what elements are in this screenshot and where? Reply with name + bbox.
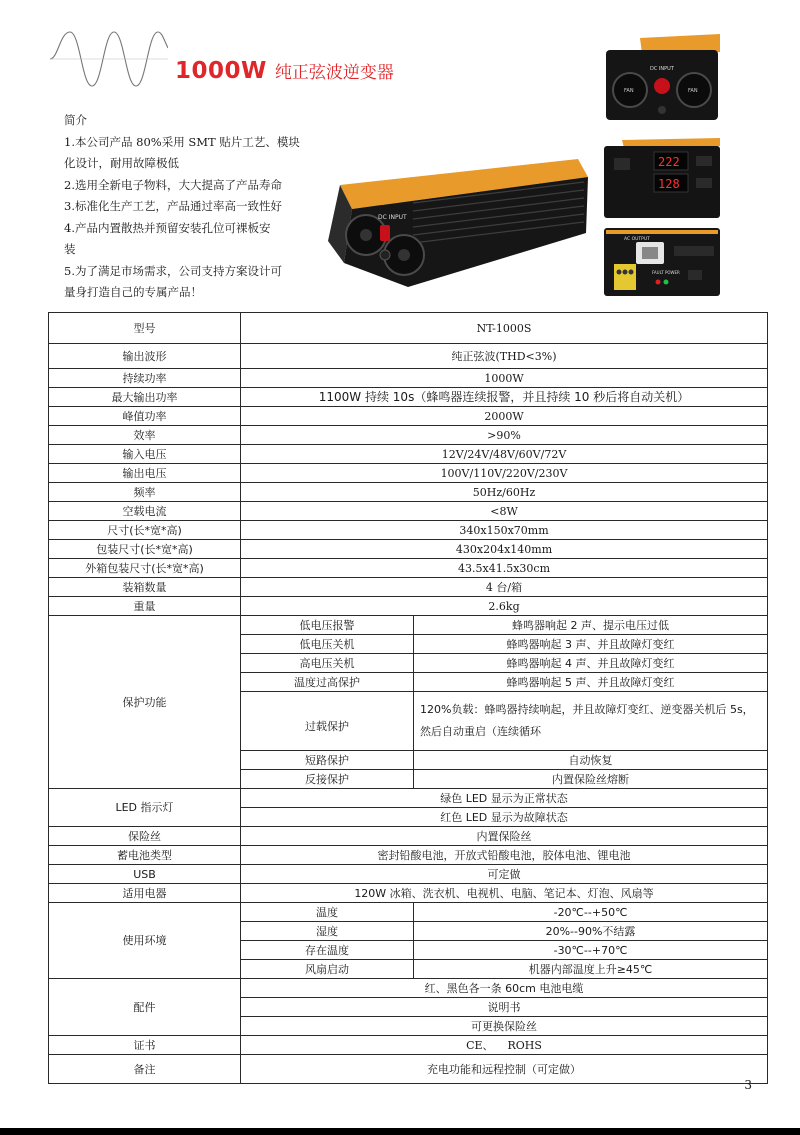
sub-label: 湿度	[241, 922, 414, 941]
noload-current-value: <8W	[241, 502, 768, 521]
row-label: 外箱包装尺寸(长*宽*高)	[49, 559, 241, 578]
table-row	[49, 464, 768, 483]
sub-label: 温度过高保护	[241, 673, 414, 692]
sub-value: 内置保险丝熔断	[414, 770, 768, 789]
frequency-display: 128	[658, 177, 680, 191]
row-label: 证书	[49, 1036, 241, 1055]
sub-label: 低电压关机	[241, 635, 414, 654]
fan-label: FAN	[688, 88, 698, 94]
row-label: 重量	[49, 597, 241, 616]
row-label: LED 指示灯	[49, 789, 241, 827]
title-model: 1000W	[175, 58, 267, 84]
intro-line: 量身打造自己的专属产品！	[64, 285, 202, 299]
row-label: 保护功能	[49, 616, 241, 789]
size-value: 340x150x70mm	[241, 521, 768, 540]
title-product: 纯正弦波逆变器	[274, 63, 394, 83]
row-label: 型号	[49, 313, 241, 344]
table-row	[49, 1036, 768, 1055]
table-row	[49, 521, 768, 540]
table-row	[49, 388, 768, 407]
intro-line: 1.本公司产品 80%采用 SMT 贴片工艺、模块	[64, 134, 300, 149]
table-row	[49, 578, 768, 597]
table-row	[49, 597, 768, 616]
waveform-value: 纯正弦波(THD<3%)	[241, 344, 768, 369]
accessory-value: 可更换保险丝	[241, 1017, 768, 1036]
outer-pack-value: 43.5x41.5x30cm	[241, 559, 768, 578]
intro-line: 5.为了满足市场需求，公司支持方案设计可	[64, 263, 282, 278]
table-row	[49, 884, 768, 903]
sub-label: 短路保护	[241, 751, 414, 770]
fault-power-label: FAULT POWER	[652, 270, 680, 275]
usb-value: 可定做	[241, 865, 768, 884]
row-label: 尺寸(长*宽*高)	[49, 521, 241, 540]
sub-label: 风扇启动	[241, 960, 414, 979]
row-label: 峰值功率	[49, 407, 241, 426]
input-voltage-value: 12V/24V/48V/60V/72V	[241, 445, 768, 464]
weight-value: 2.6kg	[241, 597, 768, 616]
row-label: 输出电压	[49, 464, 241, 483]
sub-label: 高电压关机	[241, 654, 414, 673]
row-label: 空载电流	[49, 502, 241, 521]
row-label: 输入电压	[49, 445, 241, 464]
quantity-value: 4 台/箱	[241, 578, 768, 597]
intro-line: 装	[64, 242, 76, 256]
sub-value: 机器内部温度上升≥45℃	[414, 960, 768, 979]
intro-line: 4.产品内置散热并预留安装孔位可裸板安	[64, 220, 271, 235]
table-row	[49, 483, 768, 502]
table-row	[49, 846, 768, 865]
sub-value: 蜂鸣器响起 4 声、并且故障灯变红	[414, 654, 768, 673]
accessory-value: 说明书	[241, 998, 768, 1017]
row-label: 包装尺寸(长*宽*高)	[49, 540, 241, 559]
page-title	[175, 58, 394, 84]
row-label: 蓄电池类型	[49, 846, 241, 865]
intro-line: 2.选用全新电子物料，大大提高了产品寿命	[64, 177, 282, 192]
table-row	[49, 827, 768, 846]
table-row	[49, 559, 768, 578]
battery-value: 密封铅酸电池，开放式铅酸电池，胶体电池、锂电池	[241, 846, 768, 865]
cont-power-value: 1000W	[241, 369, 768, 388]
table-row	[49, 979, 768, 998]
row-label: 装箱数量	[49, 578, 241, 597]
table-row	[49, 616, 768, 635]
row-label: 使用环境	[49, 903, 241, 979]
table-row	[49, 789, 768, 808]
page-number: 3	[744, 1078, 752, 1092]
sub-value: 120%负载：蜂鸣器持续响起，并且故障灯变红、逆变器关机后 5s，然后自动重启（连续循环	[414, 692, 768, 751]
sub-label: 温度	[241, 903, 414, 922]
cert-value: CE、 ROHS	[241, 1036, 768, 1055]
ac-output-label: AC OUTPUT	[624, 237, 650, 242]
led-value: 红色 LED 显示为故障状态	[241, 808, 768, 827]
table-row	[49, 344, 768, 369]
sub-label: 反接保护	[241, 770, 414, 789]
table-row	[49, 502, 768, 521]
sub-value: -20℃--+50℃	[414, 903, 768, 922]
sub-label: 低电压报警	[241, 616, 414, 635]
front-dc-input-label: DC INPUT	[650, 66, 674, 72]
row-label: 配件	[49, 979, 241, 1036]
row-label: 保险丝	[49, 827, 241, 846]
fuse-value: 内置保险丝	[241, 827, 768, 846]
inverter-display-photo	[602, 138, 722, 220]
model-value: NT-1000S	[241, 313, 768, 344]
inverter-output-photo	[602, 226, 722, 298]
table-row	[49, 369, 768, 388]
appliance-value: 120W 冰箱、洗衣机、电视机、电脑、笔记本、灯泡、风扇等	[241, 884, 768, 903]
row-label: 最大输出功率	[49, 388, 241, 407]
frequency-value: 50Hz/60Hz	[241, 483, 768, 502]
sub-value: 自动恢复	[414, 751, 768, 770]
intro-heading: 简介	[64, 113, 87, 127]
spec-table	[48, 312, 768, 1084]
bottom-bar	[0, 1128, 800, 1135]
intro-section	[64, 110, 304, 304]
output-voltage-value: 100V/110V/220V/230V	[241, 464, 768, 483]
sub-value: 20%--90%不结露	[414, 922, 768, 941]
max-power-value: 1100W 持续 10s（蜂鸣器连续报警，并且持续 10 秒后将自动关机）	[241, 388, 768, 407]
row-label: 适用电器	[49, 884, 241, 903]
row-label: 持续功率	[49, 369, 241, 388]
row-label: 频率	[49, 483, 241, 502]
pack-size-value: 430x204x140mm	[241, 540, 768, 559]
fan-label: FAN	[624, 88, 634, 94]
sub-value: -30℃--+70℃	[414, 941, 768, 960]
sine-wave-icon	[50, 28, 168, 90]
table-row	[49, 426, 768, 445]
row-label: USB	[49, 865, 241, 884]
row-label: 效率	[49, 426, 241, 445]
dc-input-label: DC INPUT	[378, 214, 407, 221]
table-row	[49, 865, 768, 884]
sub-value: 蜂鸣器响起 3 声、并且故障灯变红	[414, 635, 768, 654]
inverter-product-photo	[318, 155, 590, 295]
table-row	[49, 540, 768, 559]
row-label: 备注	[49, 1055, 241, 1084]
led-value: 绿色 LED 显示为正常状态	[241, 789, 768, 808]
intro-line: 3.标准化生产工艺，产品通过率高一致性好	[64, 199, 282, 213]
table-row	[49, 313, 768, 344]
intro-line: 化设计，耐用故障极低	[64, 156, 179, 170]
inverter-front-photo	[602, 30, 722, 122]
note-value: 充电功能和远程控制（可定做）	[241, 1055, 768, 1084]
table-row	[49, 407, 768, 426]
sub-label: 过载保护	[241, 692, 414, 751]
sub-value: 蜂鸣器响起 2 声、提示电压过低	[414, 616, 768, 635]
accessory-value: 红、黑色各一条 60cm 电池电缆	[241, 979, 768, 998]
sub-label: 存在温度	[241, 941, 414, 960]
row-label: 输出波形	[49, 344, 241, 369]
table-row	[49, 1055, 768, 1084]
efficiency-value: >90%	[241, 426, 768, 445]
sub-value: 蜂鸣器响起 5 声、并且故障灯变红	[414, 673, 768, 692]
voltage-display: 222	[658, 155, 680, 169]
table-row	[49, 445, 768, 464]
peak-power-value: 2000W	[241, 407, 768, 426]
table-row	[49, 903, 768, 922]
